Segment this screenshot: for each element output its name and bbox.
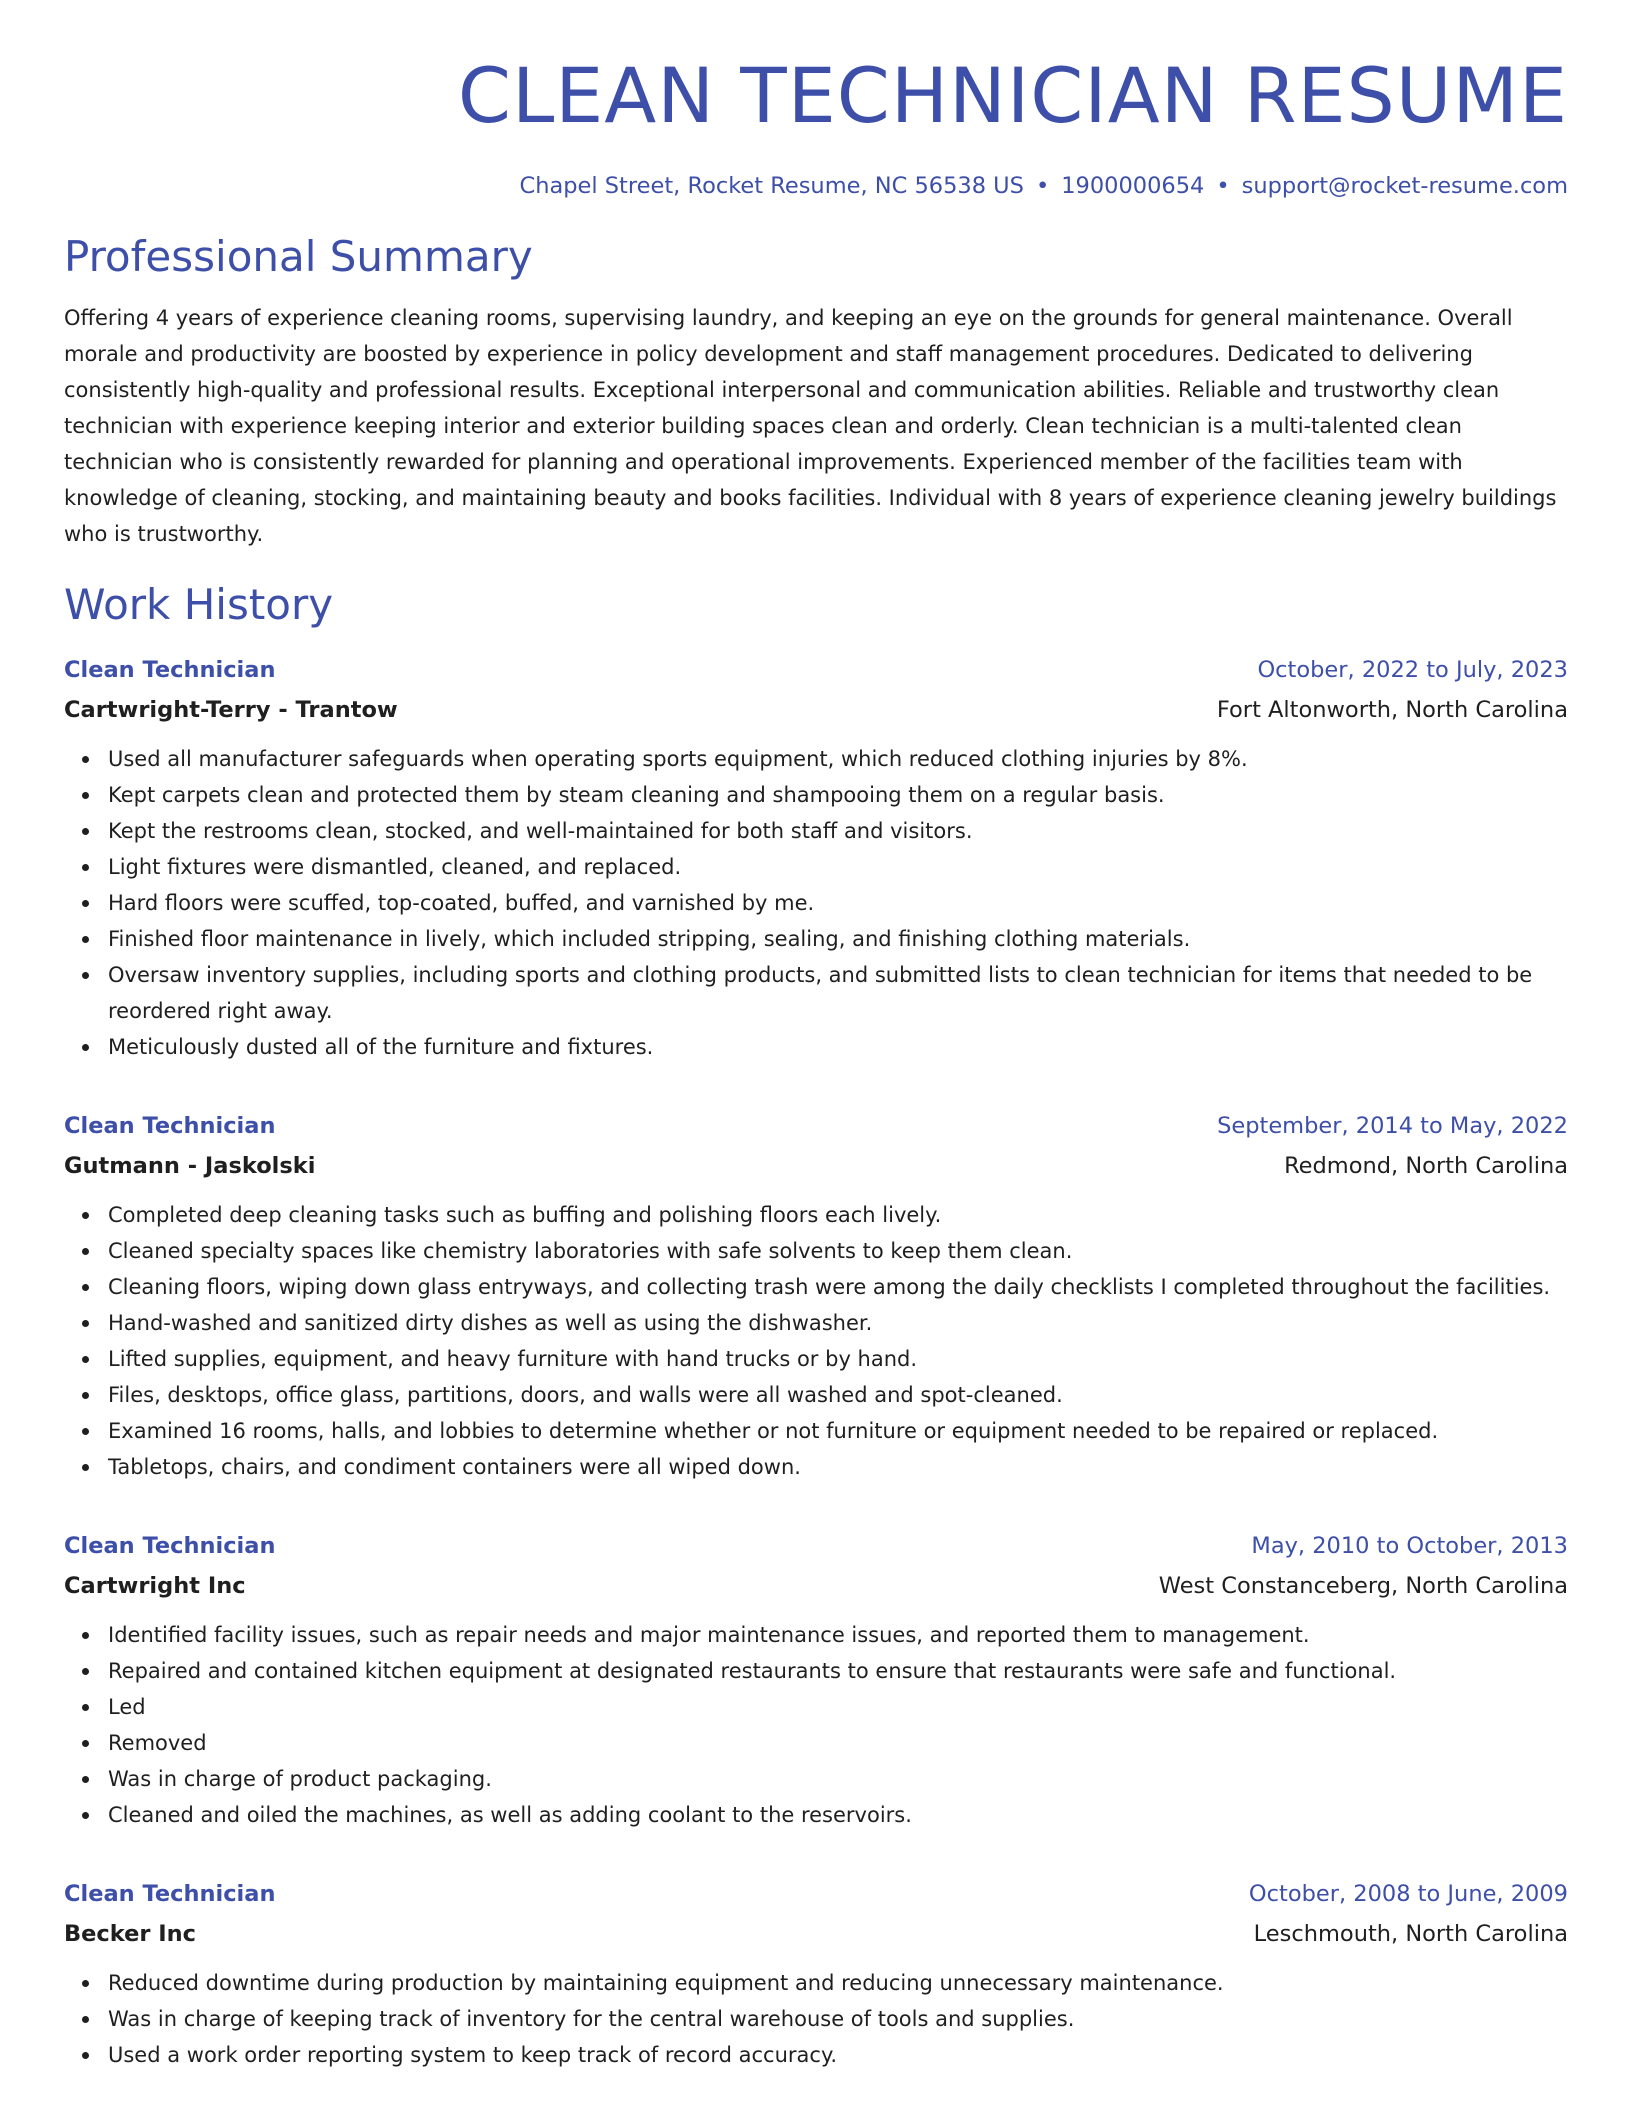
- job-duty: Hand-washed and sanitized dirty dishes as well as using the dishwasher.: [108, 1305, 1568, 1341]
- job-dates: October, 2008 to June, 2009: [1248, 1880, 1568, 1907]
- job-duty: Completed deep cleaning tasks such as buffing and polishing floors each lively.: [108, 1197, 1568, 1233]
- job-duty: Light fixtures were dismantled, cleaned, and replaced.: [108, 849, 1568, 885]
- job-duty: Files, desktops, office glass, partitions, doors, and walls were all washed and spot-cleaned.: [108, 1377, 1568, 1413]
- job-duties-list: [64, 1197, 1568, 1485]
- resume-header: [64, 48, 1568, 200]
- job-company: Gutmann - Jaskolski: [64, 1152, 316, 1179]
- contact-line: [64, 173, 1568, 200]
- job-title: Clean Technician: [64, 1880, 276, 1907]
- job-entry: [64, 651, 1568, 1065]
- job-company-row: [64, 689, 1568, 731]
- work-history-heading: Work History: [64, 580, 334, 630]
- job-entry: [64, 1875, 1568, 2073]
- job-location: Leschmouth, North Carolina: [1253, 1920, 1568, 1947]
- job-duty: Kept carpets clean and protected them by steam cleaning and shampooing them on a regular basis.: [108, 777, 1568, 813]
- job-title: Clean Technician: [64, 656, 276, 683]
- job-location: West Constanceberg, North Carolina: [1158, 1572, 1568, 1599]
- contact-address: Chapel Street, Rocket Resume, NC 56538 US: [519, 173, 1024, 199]
- job-duty: Tabletops, chairs, and condiment containers were all wiped down.: [108, 1449, 1568, 1485]
- job-duty: Lifted supplies, equipment, and heavy furniture with hand trucks or by hand.: [108, 1341, 1568, 1377]
- contact-phone: 1900000654: [1061, 173, 1205, 199]
- job-duty: Led: [108, 1689, 1568, 1725]
- job-location: Fort Altonworth, North Carolina: [1216, 696, 1568, 723]
- job-company-row: [64, 1145, 1568, 1187]
- job-duties-list: [64, 741, 1568, 1065]
- contact-separator: •: [1216, 173, 1230, 199]
- job-company: Cartwright-Terry - Trantow: [64, 696, 398, 723]
- contact-email: support@rocket-resume.com: [1241, 173, 1568, 199]
- job-dates: September, 2014 to May, 2022: [1217, 1112, 1568, 1139]
- job-duty: Reduced downtime during production by maintaining equipment and reducing unnecessary maintenance.: [108, 1965, 1568, 2001]
- job-duty: Cleaning floors, wiping down glass entryways, and collecting trash were among the daily checklists I completed throughout the facilities.: [108, 1269, 1568, 1305]
- summary-text: Offering 4 years of experience cleaning rooms, supervising laundry, and keeping an eye on the grounds for general maintenance. Overall morale and productivity are boosted by experience in policy development and staff management procedures. Dedicated to delivering consistently high-quality and professional results. Exceptional interpersonal and communication abilities. Reliable and trustworthy clean technician with experience keeping interior and exterior building spaces clean and orderly. Clean technician is a multi-talented clean technician who is consistently rewarded for planning and operational improvements. Experienced member of the facilities team with knowledge of cleaning, stocking, and maintaining beauty and books facilities. Individual with 8 years of experience cleaning jewelry buildings who is trustworthy.: [64, 306, 1557, 547]
- job-header-row: [64, 1527, 1568, 1565]
- job-duty: Examined 16 rooms, halls, and lobbies to determine whether or not furniture or equipment needed to be repaired or replaced.: [108, 1413, 1568, 1449]
- job-company: Becker Inc: [64, 1920, 197, 1947]
- job-duty: Cleaned specialty spaces like chemistry laboratories with safe solvents to keep them clean.: [108, 1233, 1568, 1269]
- job-company-row: [64, 1565, 1568, 1607]
- job-header-row: [64, 651, 1568, 689]
- job-duty: Used all manufacturer safeguards when operating sports equipment, which reduced clothing injuries by 8%.: [108, 741, 1568, 777]
- job-header-row: [64, 1107, 1568, 1145]
- contact-separator: •: [1035, 173, 1050, 199]
- job-duty: Was in charge of keeping track of inventory for the central warehouse of tools and supplies.: [108, 2001, 1568, 2037]
- job-header-row: [64, 1875, 1568, 1913]
- job-duty: Cleaned and oiled the machines, as well as adding coolant to the reservoirs.: [108, 1797, 1568, 1833]
- resume-title: CLEAN TECHNICIAN RESUME: [457, 51, 1568, 140]
- job-duty: Identified facility issues, such as repair needs and major maintenance issues, and reported them to management.: [108, 1617, 1568, 1653]
- job-duties-list: [64, 1965, 1568, 2073]
- job-duty: Repaired and contained kitchen equipment at designated restaurants to ensure that restaurants were safe and functional.: [108, 1653, 1568, 1689]
- job-company-row: [64, 1913, 1568, 1955]
- summary-heading: Professional Summary: [64, 232, 533, 281]
- job-entry: [64, 1527, 1568, 1833]
- job-duty: Removed: [108, 1725, 1568, 1761]
- job-duty: Was in charge of product packaging.: [108, 1761, 1568, 1797]
- job-dates: May, 2010 to October, 2013: [1251, 1532, 1568, 1559]
- job-duties-list: [64, 1617, 1568, 1833]
- job-duty: Hard floors were scuffed, top-coated, buffed, and varnished by me.: [108, 885, 1568, 921]
- job-duty: Meticulously dusted all of the furniture and fixtures.: [108, 1029, 1568, 1065]
- job-company: Cartwright Inc: [64, 1572, 246, 1599]
- job-title: Clean Technician: [64, 1112, 276, 1139]
- job-duty: Oversaw inventory supplies, including sports and clothing products, and submitted lists to clean technician for items that needed to be reordered right away.: [108, 957, 1568, 1029]
- job-location: Redmond, North Carolina: [1284, 1152, 1568, 1179]
- job-entry: [64, 1107, 1568, 1485]
- job-duty: Kept the restrooms clean, stocked, and well-maintained for both staff and visitors.: [108, 813, 1568, 849]
- job-title: Clean Technician: [64, 1532, 276, 1559]
- job-dates: October, 2022 to July, 2023: [1257, 656, 1568, 683]
- job-duty: Used a work order reporting system to keep track of record accuracy.: [108, 2037, 1568, 2073]
- job-duty: Finished floor maintenance in lively, which included stripping, sealing, and finishing clothing materials.: [108, 921, 1568, 957]
